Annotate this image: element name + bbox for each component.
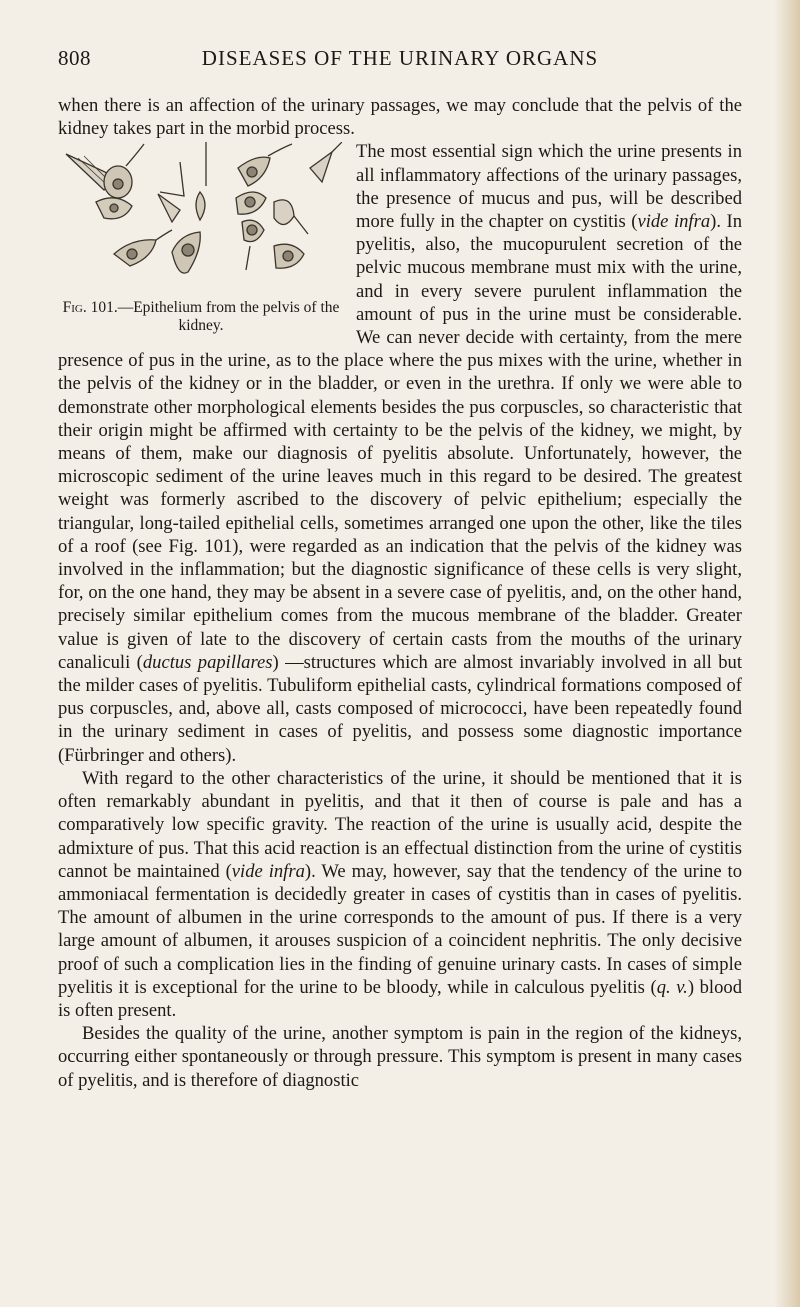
page-header [58, 46, 742, 74]
paragraph-2 [58, 140, 742, 766]
text-run: ). In pyelitis, also, the mucopurulent secretion of the pelvic mucous membrane must mix with the urine, and in every severe purulent inflammation the amount of pus in the urine must be considerable. We can never decide with certainty, from the mere presence of pus in the urine, as to the place where the pus mixes with the urine, whether in the pelvis of the kidney or in the bladder, or even in the urethra. If only we were able to demonstrate other morphological elements besides the pus corpuscles, so characteristic that their origin might be affirmed with certainty to be the pelvis of the kidney, we might, by means of them, make our diagnosis of pyelitis absolute. Unfortunately, however, the microscopic sediment of the urine leaves much in this regard to be desired. The greatest weight was formerly ascribed to the discovery of pelvic epithelium; especially the triangular, long-tailed epithelial cells, sometimes arranged one upon the other, like the tiles of a roof (see Fig. 101), were regarded as an indication that the pelvis of the kidney was involved in the inflammation; but the diagnostic significance of these cells is very slight, for, on the one hand, they may be absent in a severe case of pyelitis, and, on the other hand, precisely similar epithelium comes from the mucous membrane of the bladder. Greater value is given of late to the discovery of certain casts from the mouths of the urinary canaliculi ( [58, 211, 742, 673]
figure-label: Fig. 101. [62, 299, 118, 317]
epithelium-cell-5 [158, 162, 184, 222]
epithelium-cell-4 [114, 230, 172, 266]
italic-phrase: vide infra [231, 860, 305, 882]
text-run: when there is an affection of the urinary passages, we may conclude that the pelvis of the kidney takes part in the morbid process. [58, 95, 742, 140]
epithelium-cell-6 [172, 232, 200, 273]
epithelium-cell-10 [242, 221, 264, 271]
epithelium-cell-8 [238, 144, 292, 186]
text-run: ) —structures which are almost invariably involved in all but the milder cases of pyelitis. Tubuliform epithelial casts, cylindrical formations composed of pus corpuscles, and, above all, casts composed of micrococci, have been repeatedly found in the urinary sediment in cases of pyelitis, and possess some diagnostic importance (Fürbringer and others). [58, 651, 742, 766]
italic-phrase: vide infra [637, 211, 711, 233]
epithelium-cell-3 [96, 198, 132, 219]
epithelium-cell-11 [274, 200, 308, 234]
running-title: DISEASES OF THE URINARY ORGANS [201, 46, 599, 70]
paragraph-1 [58, 94, 742, 140]
paragraph-3 [58, 767, 742, 1022]
figure-caption [58, 299, 344, 335]
paragraph-4 [58, 1022, 742, 1092]
figure-caption-text: —Epithelium from the pelvis of the kidney. [117, 299, 340, 335]
epithelium-illustration [60, 142, 342, 292]
epithelium-cell-7 [196, 142, 206, 220]
page-number: 808 [58, 46, 91, 70]
body-text [58, 94, 742, 1092]
text-run: With regard to the other characteristics of the urine, it should be mentioned that it is often remarkably abundant in pyelitis, and that it then of course is pale and has a comparatively low specific gravity. The reaction of the urine is usually acid, despite the admixture of pus. That this acid reaction is an effectual distinction from the urine of cystitis cannot be maintained ( [58, 767, 742, 882]
text-run: The most essential sign which the urine presents in all inflammatory affections of the urinary passages, the presence of mucus and pus, will be described more fully in the chapter on cystitis ( [356, 141, 742, 233]
page-edge-shadow [774, 0, 800, 1307]
figure-101 [58, 142, 344, 340]
text-run: ). We may, however, say that the tendency of the urine to ammoniacal fermentation is decidedly greater in cases of cystitis than in cases of pyelitis. The amount of albumen in the urine corresponds to the amount of pus. If there is a very large amount of albumen, it arouses suspicion of a coincident nephritis. The only decisive proof of such a complication lies in the finding of genuine urinary casts. In cases of simple pyelitis it is exceptional for the urine to be bloody, while in calculous pyelitis ( [58, 860, 742, 998]
text-run: ) blood is often present. [58, 976, 742, 1021]
italic-phrase: ductus papillares [142, 651, 273, 673]
epithelium-cell-12 [274, 245, 304, 269]
epithelium-cell-2 [104, 144, 144, 198]
epithelium-cell-9 [236, 192, 266, 214]
text-run: Besides the quality of the urine, another symptom is pain in the region of the kidneys, occurring either spontaneously or through pressure. This symptom is present in many cases of pyelitis, and is therefore of diagnostic [58, 1023, 742, 1091]
italic-phrase: q. v. [656, 976, 688, 998]
epithelium-cell-13 [310, 142, 342, 182]
